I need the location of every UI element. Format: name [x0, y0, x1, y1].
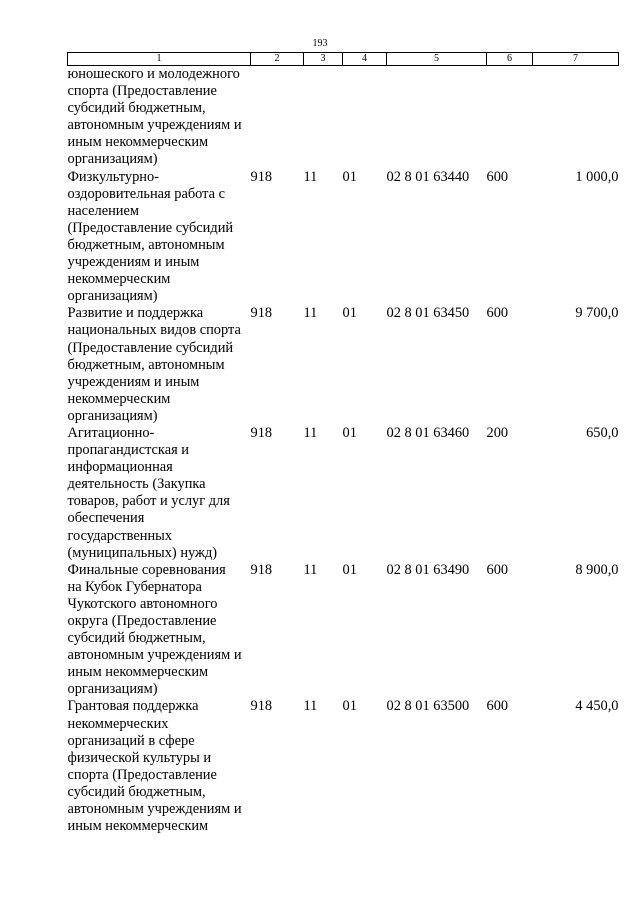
row-description	[68, 425, 251, 562]
subsection-code	[343, 66, 387, 169]
amount: 9 700,0	[575, 305, 619, 322]
budget-table-body	[68, 66, 619, 836]
description-line: пропагандистская и	[67, 442, 190, 459]
description-line: организаций в сфере	[67, 732, 195, 749]
subsection-code: 01	[342, 168, 357, 185]
table-row	[68, 66, 619, 169]
description-line: субсидий бюджетным,	[67, 783, 206, 800]
amount: 4 450,0	[575, 698, 619, 715]
row-description	[68, 169, 251, 306]
expense-type-code: 600	[486, 305, 509, 322]
expense-type-code: 600	[486, 698, 509, 715]
description-line: иным некоммерческим	[67, 664, 209, 681]
expense-type-code	[487, 66, 533, 169]
description-line: юношеского и молодежного	[67, 66, 240, 82]
description-line: Чукотского автономного	[67, 595, 218, 612]
description-line: иным некоммерческим	[67, 818, 209, 835]
expense-type-code: 600	[486, 168, 509, 185]
row-description	[68, 562, 251, 699]
description-line: организациям)	[67, 407, 158, 424]
target-article-code: 02 8 01 63460	[386, 424, 470, 441]
description-line: округа (Предоставление	[67, 613, 217, 629]
description-line: некоммерческим	[67, 271, 171, 288]
description-line: бюджетным, автономным	[67, 356, 225, 373]
table-row	[68, 169, 619, 306]
description-line: Финальные соревнования	[67, 561, 226, 578]
description-line: информационная	[67, 459, 173, 476]
description-line: некоммерческих	[67, 715, 169, 732]
section-code: 11	[303, 561, 318, 578]
ministry-code: 918	[250, 698, 273, 715]
description-line: деятельность (Закупка	[67, 476, 206, 493]
column-number: 3	[304, 53, 343, 66]
amount: 650,0	[586, 424, 619, 441]
description-line: организациям)	[67, 288, 158, 305]
description-line: спорта (Предоставление	[67, 766, 217, 783]
amount: 8 900,0	[575, 561, 619, 578]
table-row	[68, 698, 619, 835]
column-number: 1	[68, 53, 251, 66]
subsection-code: 01	[342, 305, 357, 322]
description-line: некоммерческим	[67, 390, 171, 407]
description-line: иным некоммерческим	[67, 134, 209, 151]
expense-type-code: 600	[486, 561, 509, 578]
table-row	[68, 305, 619, 425]
description-line: субсидий бюджетным,	[67, 100, 206, 117]
description-line: организациям)	[67, 151, 158, 168]
column-number: 4	[343, 53, 387, 66]
row-description	[68, 305, 251, 425]
ministry-code: 918	[250, 561, 273, 578]
description-line: (Предоставление субсидий	[67, 339, 234, 356]
amount	[533, 66, 619, 169]
page-number: 193	[312, 38, 328, 49]
column-number: 6	[487, 53, 533, 66]
description-line: субсидий бюджетным,	[67, 630, 206, 647]
subsection-code: 01	[342, 698, 357, 715]
budget-table	[67, 52, 619, 835]
ministry-code: 918	[250, 168, 273, 185]
description-line: оздоровительная работа с	[67, 185, 225, 202]
target-article-code: 02 8 01 63500	[386, 698, 470, 715]
target-article-code: 02 8 01 63440	[386, 168, 470, 185]
description-line: физической культуры и	[67, 749, 212, 766]
subsection-code: 01	[342, 424, 357, 441]
description-line: Грантовая поддержка	[67, 698, 199, 715]
section-code	[304, 66, 343, 169]
expense-type-code: 200	[486, 424, 509, 441]
target-article-code	[387, 66, 487, 169]
section-code: 11	[303, 168, 318, 185]
description-line: товаров, работ и услуг для	[67, 493, 230, 510]
ministry-code	[251, 66, 304, 169]
row-description	[68, 698, 251, 835]
target-article-code: 02 8 01 63450	[386, 305, 470, 322]
subsection-code: 01	[342, 561, 357, 578]
description-line: (муниципальных) нужд)	[67, 544, 218, 561]
description-line: государственных	[67, 527, 173, 544]
description-line: автономным учреждениям и	[67, 647, 242, 664]
table-row	[68, 425, 619, 562]
section-code: 11	[303, 698, 318, 715]
description-line: национальных видов спорта	[67, 322, 241, 339]
description-line: учреждениям и иным	[67, 254, 200, 271]
ministry-code: 918	[250, 305, 273, 322]
description-line: обеспечения	[67, 510, 145, 527]
description-line: Развитие и поддержка	[67, 305, 204, 322]
description-line: автономным учреждениям и	[67, 801, 242, 818]
description-line: на Кубок Губернатора	[67, 578, 202, 595]
row-description	[68, 66, 251, 169]
amount: 1 000,0	[575, 168, 619, 185]
description-line: бюджетным, автономным	[67, 236, 225, 253]
description-line: Физкультурно-	[67, 168, 159, 185]
description-line: (Предоставление субсидий	[67, 219, 234, 236]
column-number: 2	[251, 53, 304, 66]
ministry-code: 918	[250, 424, 273, 441]
target-article-code: 02 8 01 63490	[386, 561, 470, 578]
description-line: автономным учреждениям и	[67, 117, 242, 134]
description-line: населением	[67, 202, 140, 219]
column-number-row	[68, 53, 619, 66]
description-line: Агитационно-	[67, 424, 155, 441]
column-number: 7	[533, 53, 619, 66]
table-row	[68, 562, 619, 699]
description-line: организациям)	[67, 681, 158, 698]
description-line: учреждениям и иным	[67, 373, 200, 390]
section-code: 11	[303, 424, 318, 441]
description-line: спорта (Предоставление	[67, 83, 217, 100]
section-code: 11	[303, 305, 318, 322]
column-number: 5	[387, 53, 487, 66]
